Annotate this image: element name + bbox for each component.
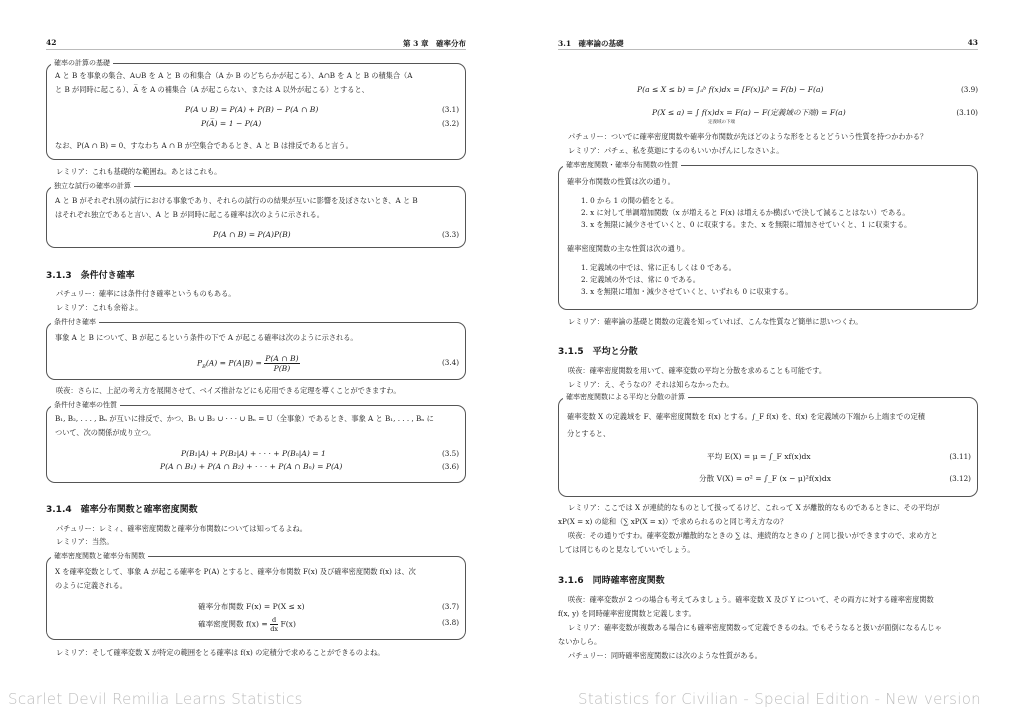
box-title: 確率密度関数と確率分布関数 [51, 551, 148, 561]
integral-lower-bound: 定義域の下端 [708, 120, 735, 125]
right-running-header [558, 38, 978, 50]
list-item: 2. x に対して単調増加関数（x が増えると F(x) は増えるか横ばいで決して減ることはない）である。 [581, 208, 910, 217]
chapter-title: 第 3 章 確率分布 [403, 39, 466, 48]
box-text: はそれぞれ独立であると言い、A と B が同時に起こる確率は次のように示される。 [55, 210, 324, 219]
definition-box-conditional-properties [46, 401, 466, 483]
box-text: A と B を事象の集合、A∪B を A と B の和集合（A か B のどちらかが起こる）、A∩B を A と B の積集合（A [55, 71, 413, 80]
box-text: 確率分布関数の性質は次の通り。 [567, 177, 675, 186]
equation-number: (3.12) [949, 474, 971, 483]
dialogue-line: しては同じものと見なしていいでしょう。 [558, 545, 695, 554]
page-number: 42 [46, 38, 57, 47]
equation-3-7: 確率分布関数 F(x) = P(X ≤ x) [198, 602, 305, 611]
box-text: A と B がそれぞれ別の試行における事象であり、それらの試行のの結果が互いに影響を及ぼさないとき、A と B [55, 196, 418, 205]
box-text: 分とすると、 [567, 429, 611, 438]
equation-3-10: P(X ≤ a) = ∫ f(x)dx = F(a) − F(定義域の下端) = F(a) [652, 108, 846, 117]
definition-box-pdf-cdf-properties [558, 161, 978, 310]
definition-box-pdf-cdf [46, 552, 466, 640]
dialogue-line: ないかしら。 [558, 637, 602, 646]
dialogue-line: レミリア：え、そうなの？それは知らなかったわ。 [568, 380, 734, 389]
left-running-header [46, 38, 466, 50]
list-item: 1. 0 から 1 の間の値をとる。 [581, 196, 679, 205]
equation-3-8: 確率密度関数 f(x) = $\frac{d}{dx}$ F(x) [198, 616, 296, 633]
definition-box-mean-variance [558, 393, 978, 497]
equation-3-1: P(A ∪ B) = P(A) + P(B) − P(A ∩ B) [185, 105, 319, 114]
equation-number: (3.8) [441, 618, 459, 627]
dialogue-line: レミリア：パチェ、私を莫迦にするのもいいかげんにしなさいよ。 [568, 146, 784, 155]
equation-number: (3.2) [441, 119, 459, 128]
equation-number: (3.5) [441, 449, 459, 458]
dialogue-line: 咲夜：確率変数が 2 つの場合も考えてみましょう。確率変数 X 及び Y について、その両方に対する確率密度関数 [568, 595, 934, 604]
equation-3-5: P(B₁|A) + P(B₂|A) + · · · + P(Bₙ|A) = 1 [181, 449, 326, 458]
definition-box-probability-basics [46, 59, 466, 160]
equation-number: (3.9) [960, 85, 978, 94]
dialogue-line: パチュリー：同時確率密度関数には次のような性質がある。 [568, 651, 762, 660]
equation-3-6: P(A ∩ B₁) + P(A ∩ B₂) + · · · + P(A ∩ Bₙ) = P(A) [160, 462, 343, 471]
dialogue-line: レミリア：当然。 [56, 537, 114, 546]
list-item: 2. 定義域の外では、常に 0 である。 [581, 275, 700, 284]
dialogue-line: レミリア：これも基礎的な範囲ね。あとはこれも。 [56, 167, 222, 176]
dialogue-line: パチュリー：レミィ、確率密度関数と確率分布関数については知ってるよね。 [56, 524, 307, 533]
equation-number: (3.3) [441, 230, 459, 239]
dialogue-line: レミリア：ここでは X が連続的なものとして扱ってるけど、これって X が離散的なものであるときに、その平均が [568, 503, 940, 512]
dialogue-line: 咲夜：さらに、上記の考え方を展開させて、ベイズ推計などにも応用できる定理を導くことができますわ。 [56, 386, 401, 395]
equation-number: (3.7) [441, 602, 459, 611]
equation-3-4: $P_B(A) = P(A|B)$ = $\frac{P(A \cap B)}{P(B)}$ [197, 354, 299, 373]
right-page [512, 0, 1024, 690]
box-text: X を確率変数として、事象 A が起こる確率を P(A) とすると、確率分布関数 F(x) 及び確率密度関数 f(x) は、次 [55, 567, 416, 576]
box-title: 確率密度関数による平均と分散の計算 [563, 392, 688, 402]
equation-number: (3.10) [956, 108, 978, 117]
left-footer-title: Scarlet Devil Remilia Learns Statistics [8, 690, 303, 708]
box-text: と B が同時に起こる）、A̅ を A の補集合（A が起こらない、または A 以外が起こる）とすると、 [55, 85, 369, 94]
dialogue-line: レミリア：確率変数が複数ある場合にも確率密度関数って定義できるのね。でもそうなると扱いが面倒になるんじゃ [568, 623, 942, 632]
list-item: 3. x を無限に減少させていくと、0 に収束する。また、x を無限に増加させていくと、1 に収束する。 [581, 220, 912, 229]
box-text: B₁, B₂, . . . , Bₙ が互いに排反で、かつ、B₁ ∪ B₂ ∪ · · · ∪ Bₙ = U（全事象）であるとき、事象 A と B₁, . . . , Bₙ に [55, 414, 434, 423]
equation-number: (3.4) [441, 358, 459, 367]
section-heading-3-1-6: 3.1.6 同時確率密度関数 [558, 576, 665, 586]
left-page [0, 0, 512, 690]
box-text: ついて、次の関係が成り立つ。 [55, 428, 156, 437]
pdf-properties-list [581, 262, 793, 298]
definition-box-conditional-probability [46, 318, 466, 380]
box-text: 確率変数 X の定義域を F、確率密度関数を f(x) とする。∫_F f(x) を、f(x) を定義域の下端から上端までの定積 [567, 412, 925, 421]
page-number: 43 [967, 38, 978, 47]
dialogue-line: レミリア：確率論の基礎と関数の定義を知っていれば、こんな性質など簡単に思いつくわ。 [568, 317, 863, 326]
cdf-properties-list [581, 195, 911, 231]
equation-3-12: 分散 V(X) = σ² = ∫_F (x − μ)²f(x)dx [699, 474, 832, 483]
box-title: 条件付き確率の性質 [51, 400, 120, 410]
dialogue-line: 咲夜：確率密度関数を用いて、確率変数の平均と分散を求めることも可能です。 [568, 366, 827, 375]
definition-box-independent-trials [46, 182, 466, 248]
section-heading-3-1-3: 3.1.3 条件付き確率 [46, 271, 135, 281]
box-text: なお、P(A ∩ B) = 0、すなわち A ∩ B が空集合であるとき、A と B は排反であると言う。 [55, 141, 353, 150]
equation-3-11: 平均 E(X) = μ = ∫_F xf(x)dx [707, 452, 811, 461]
box-title: 確率密度関数・確率分布関数の性質 [563, 160, 681, 170]
equation-3-3: P(A ∩ B) = P(A)P(B) [213, 230, 291, 239]
equation-number: (3.1) [441, 105, 459, 114]
equation-number: (3.6) [441, 462, 459, 471]
section-heading-3-1-4: 3.1.4 確率分布関数と確率密度関数 [46, 505, 198, 515]
equation-number: (3.11) [949, 452, 971, 461]
box-text: のように定義される。 [55, 581, 127, 590]
dialogue-line: レミリア：これも余裕よ。 [56, 303, 143, 312]
section-heading-3-1-5: 3.1.5 平均と分散 [558, 347, 638, 357]
equation-3-2: P(A̅) = 1 − P(A) [201, 119, 262, 128]
fraction: $\frac{P(A \cap B)}{P(B)}$ [265, 354, 299, 373]
box-text: 確率密度関数の主な性質は次の通り。 [567, 244, 690, 253]
dialogue-line: パチュリー：ついでに確率密度関数や確率分布関数が先ほどのような形をとるとどういう性質を持つかわかる？ [568, 132, 928, 141]
dialogue-line: パチュリー：確率には条件付き確率というものもある。 [56, 289, 236, 298]
box-title: 条件付き確率 [51, 317, 99, 327]
box-title: 確率の計算の基礎 [51, 58, 113, 68]
dialogue-line: f(x, y) を同時確率密度関数と定義します。 [558, 609, 696, 618]
list-item: 3. x を無限に増加・減少させていくと、いずれも 0 に収束する。 [581, 287, 793, 296]
dialogue-line: xP(X = x) の総和（∑ xP(X = x)）で求められるのと同じ考え方なの？ [558, 517, 788, 526]
section-title: 3.1 確率論の基礎 [558, 39, 624, 48]
equation-3-9: P(a ≤ X ≤ b) = ∫ₐᵇ f(x)dx = [F(x)]ₐᵇ = F(b) − F(a) [637, 85, 824, 94]
dialogue-line: レミリア：そして確率変数 X が特定の範囲をとる確率は f(x) の定積分で求めることができるのよね。 [56, 648, 385, 657]
box-title: 独立な試行の確率の計算 [51, 181, 134, 191]
dialogue-line: 咲夜：その通りですわ。確率変数が離散的なときの ∑ は、連続的なときの ∫ と同じ扱いができますので、求め方と [568, 531, 938, 540]
fraction: $\frac{d}{dx}$ [270, 616, 279, 633]
list-item: 1. 定義域の中では、常に正もしくは 0 である。 [581, 263, 736, 272]
right-footer-title: Statistics for Civilian - Special Edition - New version [578, 690, 981, 708]
box-text: 事象 A と B について、B が起こるという条件の下で A が起こる確率は次のように示される。 [55, 333, 358, 342]
